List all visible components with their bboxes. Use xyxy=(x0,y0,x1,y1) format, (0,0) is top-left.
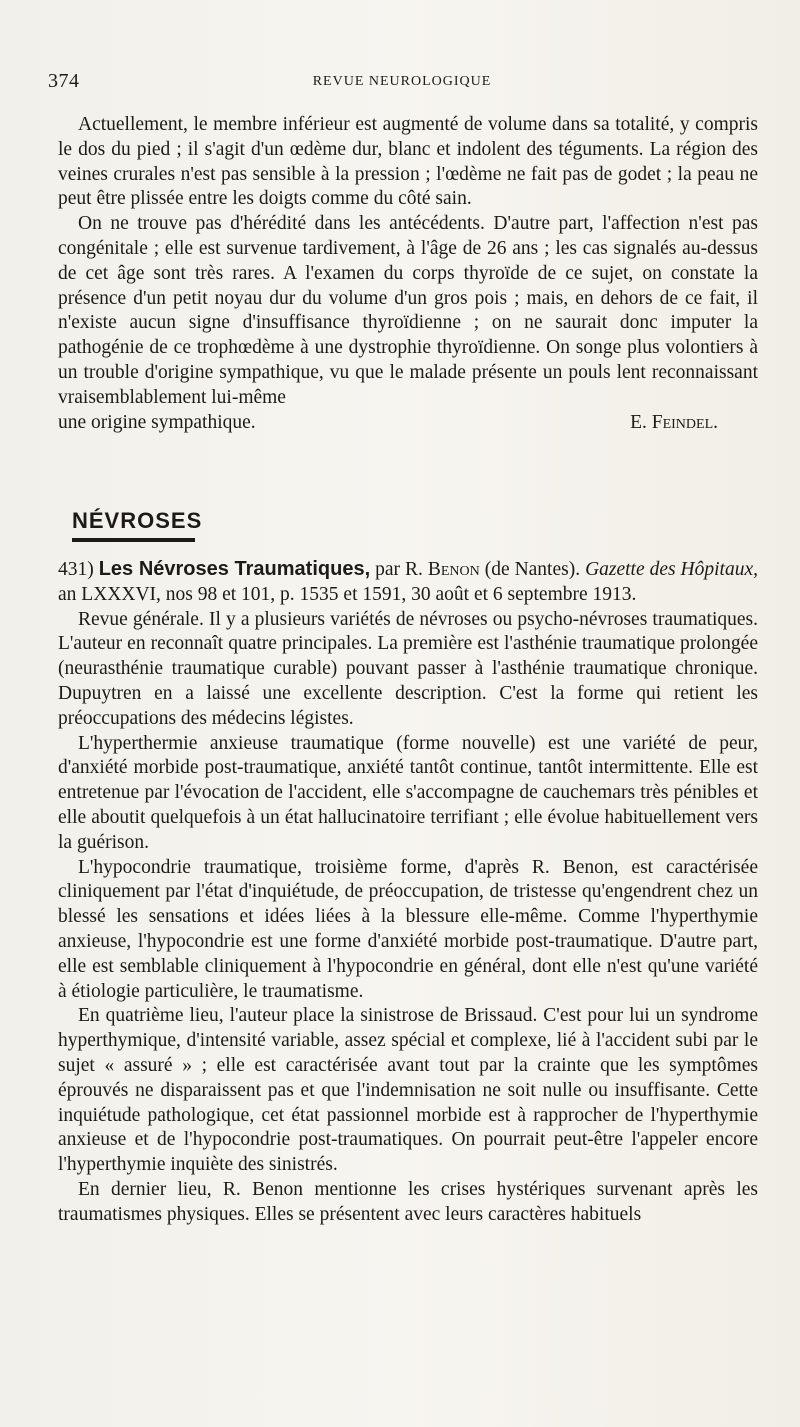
intro-paragraph-1: Actuellement, le membre inférieur est augmenté de volume dans sa totalité, y compris le dos du pied ; il s'agit d'un œdème dur, blanc et indolent des téguments. La région des veines crurales n'est pas sensible à la pression ; l'œdème ne fait pas de godet ; la peau ne peut être plissée entre les doigts comme du côté sain. xyxy=(58,114,758,210)
section-underline xyxy=(72,538,195,542)
page-header xyxy=(48,70,756,94)
article-paragraph-2: L'hyperthermie anxieuse traumatique (forme nouvelle) est une variété de peur, d'anxiété morbide post-traumatique, anxiété tantôt continue, tantôt intermittente. Elle est entretenue par l'évocation de l'accident, elle s'accompagne de cauchemars très pénibles et elle aboutit quelquefois à un état hallucinatoire terrifiant ; elle évolue habituellement vers la guérison. xyxy=(58,732,758,853)
intro-paragraph-2: On ne trouve pas d'hérédité dans les antécédents. D'autre part, l'affection n'est pas congénitale ; elle est survenue tardivement, à l'âge de 26 ans ; les cas signalés au-dessus de cet âge sont très rares. A l'examen du corps thyroïde de ce sujet, on constate la présence d'un petit noyau dur du volume d'un gros pois ; mais, en dehors de ce fait, il n'existe aucun signe d'insuffisance thyroïdienne ; on ne saurait donc imputer la pathogénie de ce trophœdème à une dystrophie thyroïdienne. On songe plus volontiers à un trouble d'origine sympathique, vu que le malade présente un pouls lent reconnaissant vraisemblablement lui-même xyxy=(58,213,758,408)
article-paragraph-5: En dernier lieu, R. Benon mentionne les crises hystériques survenant après les traumatismes physiques. Elles se présentent avec leurs caractères habituels xyxy=(58,1178,758,1225)
article-paragraph-4: En quatrième lieu, l'auteur place la sinistrose de Brissaud. C'est pour lui un syndrome hyperthymique, d'intensité variable, assez spécial et complexe, lié à l'accident subi par le sujet « assuré » ; elle est caractérisée avant tout par la crainte que les symptômes éprouvés ne disparaissent pas et que l'indemnisation ne soit nulle ou insuffisante. Cette inquiétude pathologique, cet état passionnel morbide est à rapprocher de l'hyperthymie anxieuse et de l'hypocondrie post-traumatiques. On pourrait peut-être l'appeler encore l'hyperthymie inquiète des sinistrés. xyxy=(58,1005,758,1176)
article xyxy=(58,557,758,1228)
running-head: REVUE NEUROLOGIQUE xyxy=(312,74,492,89)
intro-text xyxy=(58,113,758,435)
article-author: R. Benon xyxy=(404,559,480,580)
article-affiliation: (de Nantes). xyxy=(484,559,581,580)
page-number: 374 xyxy=(48,70,80,92)
article-citation: an LXXXVI, nos 98 et 101, p. 1535 et 1591, 30 août et 6 septembre 1913. xyxy=(58,583,637,605)
section-heading: NÉVROSES xyxy=(72,508,203,533)
article-journal: Gazette des Hôpitaux, xyxy=(585,559,759,580)
article-reference xyxy=(58,557,758,608)
article-paragraph-3: L'hypocondrie traumatique, troisième forme, d'après R. Benon, est caractérisée cliniquement par l'état d'inquiétude, de préoccupation, de tristesse qu'engendrent chez un blessé les sensations et idées liées à la blessure elle-même. Comme l'hyperthymie anxieuse, l'hypocondrie est une forme d'anxiété morbide post-traumatique. D'autre part, elle est semblable cliniquement à l'hypocondrie en général, dont elle n'est qu'une variété à étiologie particulière, le traumatisme. xyxy=(58,856,758,1002)
author-signature: E. Feindel. xyxy=(630,411,718,433)
intro-paragraph-2-end: une origine sympathique. xyxy=(58,411,256,433)
article-title: Les Névroses Traumatiques, xyxy=(98,558,371,580)
article-number: 431) xyxy=(58,559,94,580)
article-paragraph-1: Revue générale. Il y a plusieurs variétés de névroses ou psycho-névroses traumatiques. L'auteur en reconnaît quatre principales. La première est l'asthénie traumatique prolongée (neurasthénie traumatique curable) pouvant passer à l'asthénie traumatique chronique. Dupuytren en a laissé une excellente description. C'est la forme qui retient les préoccupations des médecins légistes. xyxy=(58,608,758,729)
intro-closing-line xyxy=(58,411,758,436)
article-by: par xyxy=(375,559,401,580)
